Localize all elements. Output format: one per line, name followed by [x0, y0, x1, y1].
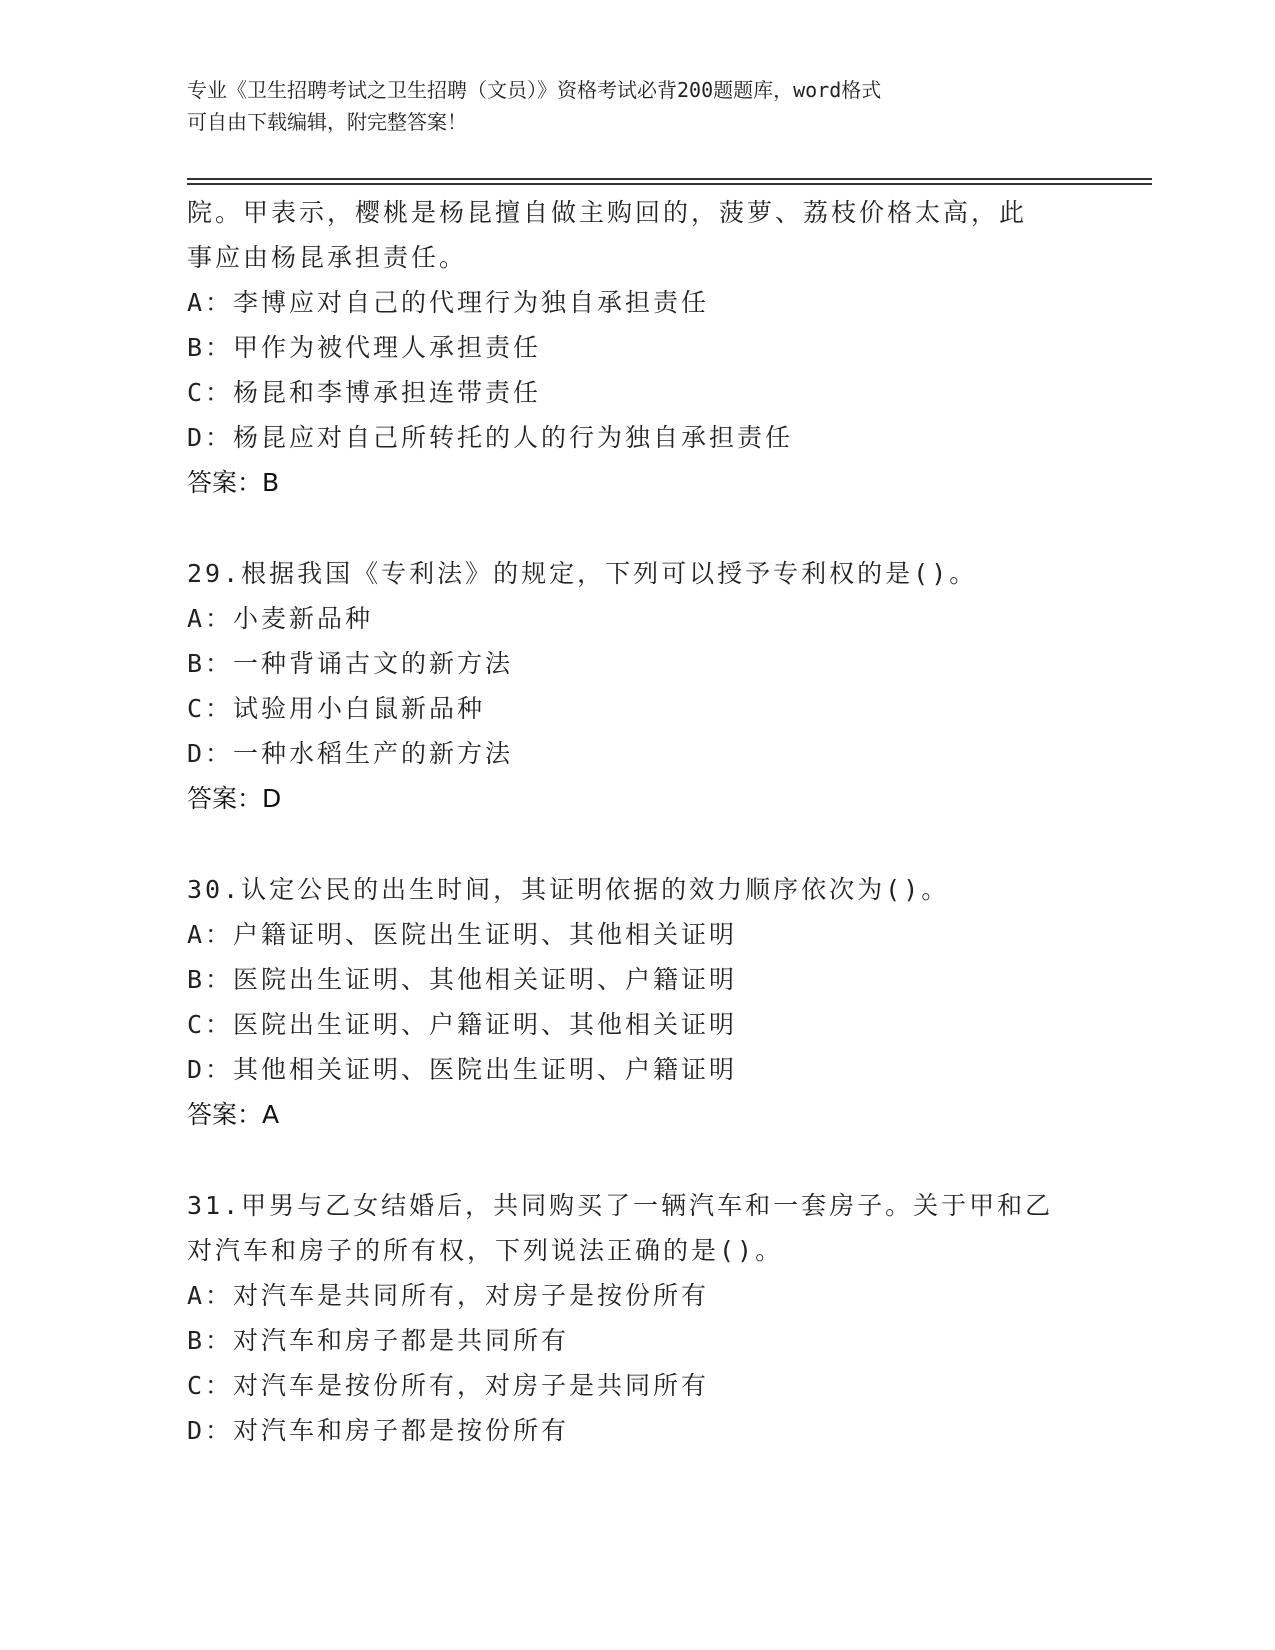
option-a: A：对汽车是共同所有，对房子是按份所有: [187, 1281, 710, 1310]
question-gap: [187, 822, 1147, 867]
option-b: B：医院出生证明、其他相关证明、户籍证明: [187, 965, 738, 994]
document-header: [187, 74, 1087, 138]
header-line-2: 可自由下载编辑，附完整答案！: [187, 110, 467, 134]
answer-line: 答案：A: [187, 1100, 280, 1129]
header-divider-bottom: [187, 183, 1152, 185]
header-line-1: 专业《卫生招聘考试之卫生招聘（文员）》资格考试必背200题题库，word格式: [187, 78, 882, 102]
question-28-continuation: [187, 190, 1147, 506]
option-b: B：一种背诵古文的新方法: [187, 649, 514, 678]
option-d: D：其他相关证明、医院出生证明、户籍证明: [187, 1055, 738, 1084]
option-a: A：小麦新品种: [187, 604, 374, 633]
question-gap: [187, 506, 1147, 551]
option-d: D：杨昆应对自己所转托的人的行为独自承担责任: [187, 423, 794, 452]
question-stem-line: 30.认定公民的出生时间，其证明依据的效力顺序依次为()。: [187, 875, 950, 904]
question-30: [187, 867, 1147, 1138]
question-stem-line: 31.甲男与乙女结婚后，共同购买了一辆汽车和一套房子。关于甲和乙: [187, 1191, 1054, 1220]
question-stem-line: 事应由杨昆承担责任。: [187, 243, 468, 272]
option-a: A：李博应对自己的代理行为独自承担责任: [187, 288, 710, 317]
question-stem-line: 院。甲表示，樱桃是杨昆擅自做主购回的，菠萝、荔枝价格太高，此: [187, 198, 1028, 227]
option-c: C：试验用小白鼠新品种: [187, 694, 486, 723]
document-body: [187, 190, 1147, 1453]
question-stem-line: 对汽车和房子的所有权，下列说法正确的是()。: [187, 1236, 784, 1265]
question-29: [187, 551, 1147, 822]
option-c: C：对汽车是按份所有，对房子是共同所有: [187, 1371, 710, 1400]
option-b: B：对汽车和房子都是共同所有: [187, 1326, 570, 1355]
option-c: C：杨昆和李博承担连带责任: [187, 378, 542, 407]
answer-line: 答案：B: [187, 468, 280, 497]
option-a: A：户籍证明、医院出生证明、其他相关证明: [187, 920, 738, 949]
option-d: D：对汽车和房子都是按份所有: [187, 1416, 570, 1445]
question-31: [187, 1183, 1147, 1453]
option-d: D：一种水稻生产的新方法: [187, 739, 514, 768]
header-divider-top: [187, 178, 1152, 180]
question-stem-line: 29.根据我国《专利法》的规定，下列可以授予专利权的是()。: [187, 559, 978, 588]
question-gap: [187, 1138, 1147, 1183]
answer-line: 答案：D: [187, 784, 282, 813]
option-b: B：甲作为被代理人承担责任: [187, 333, 542, 362]
option-c: C：医院出生证明、户籍证明、其他相关证明: [187, 1010, 738, 1039]
